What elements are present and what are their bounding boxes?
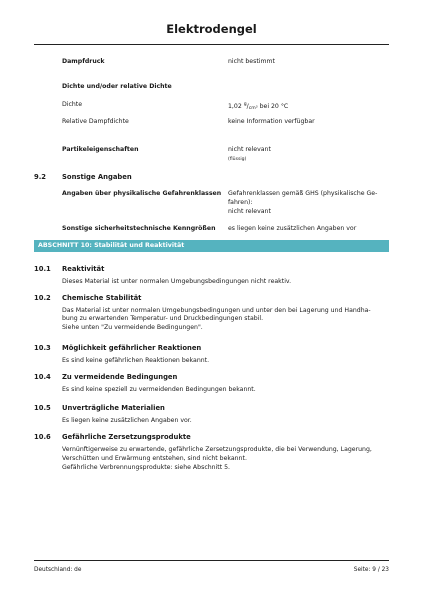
dichte-condition: bei 20 °C <box>259 103 289 110</box>
section-10-6-title: Gefährliche Zersetzungsprodukte <box>62 433 191 441</box>
rel-dampfdichte-label: Relative Dampfdichte <box>62 118 129 125</box>
footer-page-number: Seite: 9 / 23 <box>353 567 389 573</box>
section-10-1-title: Reaktivität <box>62 265 105 273</box>
rel-dampfdichte-value: keine Information verfügbar <box>228 118 315 125</box>
section-9-2-title: Sonstige Angaben <box>62 173 132 181</box>
sonstige-label: Sonstige sicherheitstechnische Kenngrößen <box>62 225 216 232</box>
header-rule <box>34 44 389 45</box>
partikel-label: Partikeleigenschaften <box>62 146 139 153</box>
dichte-unit-den: cm³ <box>248 106 258 111</box>
section-10-6-line3: Gefährliche Verbrennungsprodukte: siehe Abschnitt 5. <box>62 464 231 471</box>
dichte-number: 1,02 <box>228 103 242 110</box>
section-10-3-number: 10.3 <box>34 344 51 352</box>
section-10-4-text: Es sind keine speziell zu vermeidenden Bedingungen bekannt. <box>62 386 256 393</box>
section-10-6-line1: Vernünftigerweise zu erwartende, gefährliche Zersetzungsprodukte, die bei Verwendung, Lagerung, <box>62 446 372 453</box>
section-10-6-number: 10.6 <box>34 433 51 441</box>
document-title: Elektrodengel <box>166 22 257 36</box>
section-10-2-title: Chemische Stabilität <box>62 294 142 302</box>
physgef-line3: nicht relevant <box>228 208 271 215</box>
section-10-3-title: Möglichkeit gefährlicher Reaktionen <box>62 344 202 352</box>
section-10-2-line1: Das Material ist unter normalen Umgebungsbedingungen und unter den bei Lagerung und Handha- <box>62 307 371 314</box>
section-10-1-number: 10.1 <box>34 265 51 273</box>
dichte-group-label: Dichte und/oder relative Dichte <box>62 83 172 90</box>
section-10-5-number: 10.5 <box>34 404 51 412</box>
section-10-banner <box>34 240 389 252</box>
physgef-line1: Gefahrenklassen gemäß GHS (physikalische Ge- <box>228 190 378 197</box>
section-10-3-text: Es sind keine gefährlichen Reaktionen bekannt. <box>62 357 210 364</box>
dampfdruck-value: nicht bestimmt <box>228 58 275 65</box>
dampfdruck-label: Dampfdruck <box>62 58 105 65</box>
partikel-note: (flüssig) <box>228 157 247 162</box>
section-10-2-number: 10.2 <box>34 294 51 302</box>
section-10-1-text: Dieses Material ist unter normalen Umgebungsbedingungen nicht reaktiv. <box>62 278 292 285</box>
section-10-2-line2: bung zu erwartenden Temperatur- und Druckbedingungen stabil. <box>62 315 264 322</box>
section-10-6-line2: Verschütten und Erwärmung entstehen, sind nicht bekannt. <box>62 455 247 462</box>
dichte-label: Dichte <box>62 101 83 108</box>
footer-rule <box>34 560 389 561</box>
physgef-line2: fahren): <box>228 199 253 206</box>
section-10-4-number: 10.4 <box>34 373 51 381</box>
footer-country: Deutschland: de <box>34 567 82 573</box>
sonstige-value: es liegen keine zusätzlichen Angaben vor <box>228 225 357 232</box>
section-10-2-line3: Siehe unten "Zu vermeidende Bedingungen". <box>62 324 203 331</box>
section-10-banner-text: ABSCHNITT 10: Stabilität und Reaktivität <box>38 242 185 249</box>
section-10-4-title: Zu vermeidende Bedingungen <box>62 373 178 381</box>
section-10-5-text: Es liegen keine zusätzlichen Angaben vor. <box>62 417 192 424</box>
dichte-unit-num: g <box>243 102 247 107</box>
section-9-2-number: 9.2 <box>34 173 47 181</box>
section-10-5-title: Unverträgliche Materialien <box>62 404 165 412</box>
dichte-value: 1,02 $^g$/cm³ bei 20 °C <box>228 102 289 111</box>
physgef-label: Angaben über physikalische Gefahrenklassen <box>62 190 222 197</box>
partikel-value: nicht relevant <box>228 146 271 153</box>
